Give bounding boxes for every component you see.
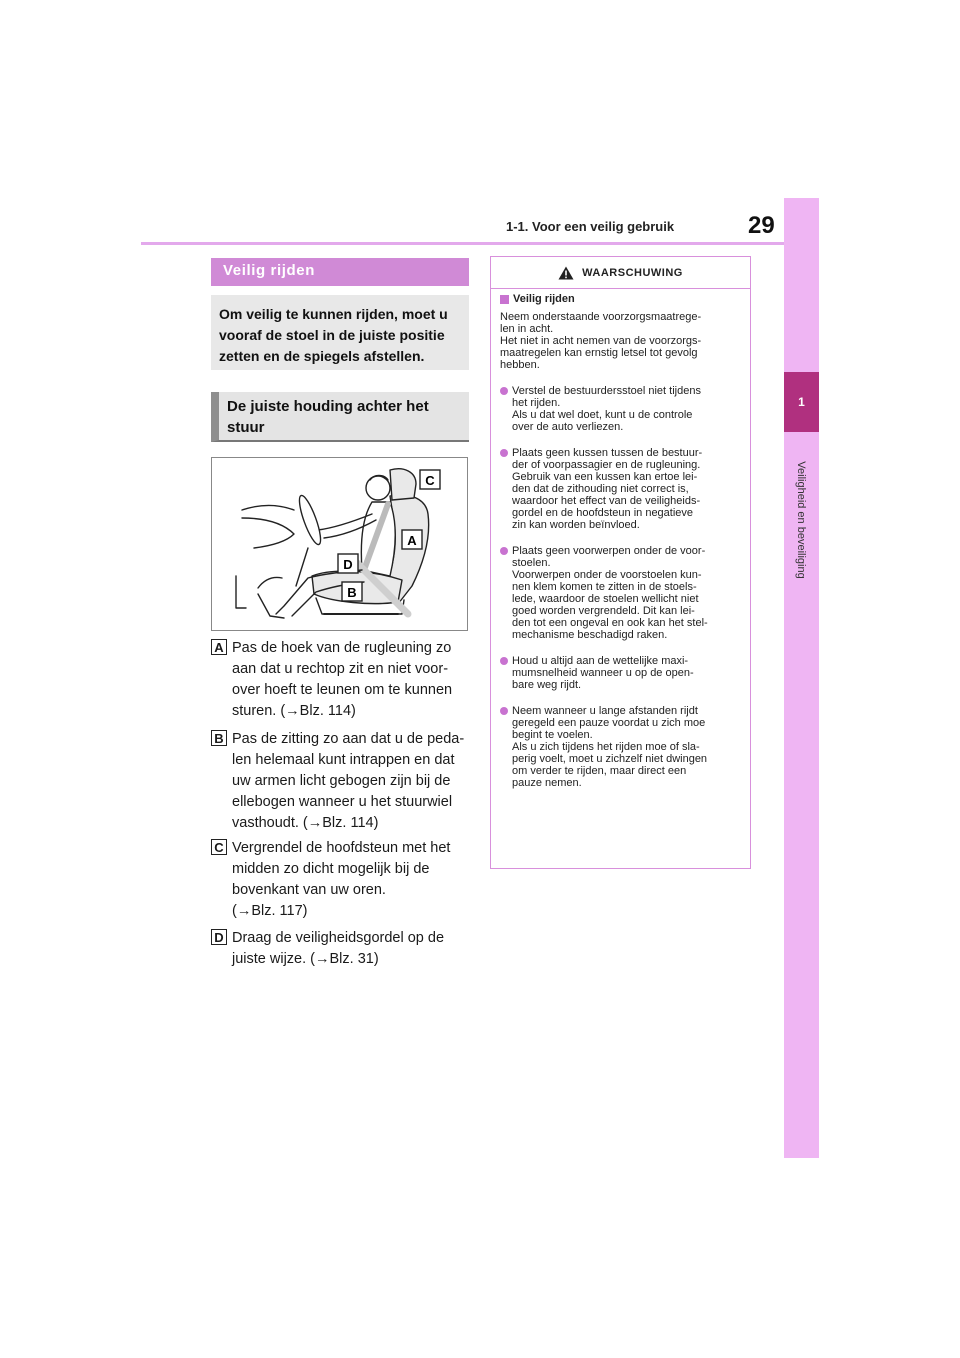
list-item-a — [211, 638, 471, 722]
item-letter: D — [211, 929, 227, 945]
warning-title: WAARSCHUWING — [582, 266, 683, 279]
intro-line: zetten en de spiegels afstellen. — [219, 348, 425, 364]
page-reference: (→Blz. 117) — [232, 903, 308, 919]
warning-bullet: Plaats geen kussen tussen de bestuur- der of voorpassagier en de rugleuning. Gebruik van een kussen kan ertoe lei- den dat de zithouding niet correct is, waardoor het effect van de veiligheids- gordel en de hoofdsteun in negatieve zin kan worden beïnvloed. — [500, 447, 742, 531]
warning-header — [491, 257, 750, 289]
warning-bullet: Houd u altijd aan de wettelijke maxi- mumsnelheid wanneer u op de open- bare weg rijdt. — [500, 655, 742, 691]
item-text: Draag de veiligheidsgordel op de juiste wijze. (→Blz. 31) — [232, 928, 471, 970]
driver-seat-drawing — [212, 458, 467, 630]
subsection-heading — [211, 392, 469, 442]
header-divider — [141, 242, 784, 245]
subheading-line: De juiste houding achter het — [227, 398, 429, 415]
page-reference: sturen. (→Blz. 114) — [232, 703, 356, 719]
item-letter: C — [211, 839, 227, 855]
callout-b: B — [347, 585, 357, 600]
item-text: Pas de zitting zo aan dat u de peda- len helemaal kunt intrappen en dat uw armen licht gebogen zijn bij de ellebogen wanneer u het stuurwiel vasthoudt. (→Blz. 114) — [232, 729, 471, 834]
page-reference: juiste wijze. (→Blz. 31) — [232, 951, 379, 967]
section-heading: Veilig rijden — [211, 258, 469, 286]
warning-bullet: Plaats geen voorwerpen onder de voor- stoelen. Voorwerpen onder de voorstoelen kun- nen klem komen te zitten in de stoels- lede, waardoor de stoelen wellicht niet goed worden vergrendeld. Dit kan lei- den tot een ongeval en ook kan het stel- mechanisme beschadigd raken. — [500, 545, 742, 641]
subheading-line: stuur — [227, 419, 265, 436]
callout-d: D — [343, 557, 353, 572]
steering-wheel — [295, 494, 324, 547]
bullet-dot-icon — [500, 449, 508, 457]
intro-line: Om veilig te kunnen rijden, moet u — [219, 306, 448, 322]
callout-c: C — [425, 473, 435, 488]
warning-triangle-icon — [558, 266, 574, 280]
intro-line: vooraf de stoel in de juiste positie — [219, 327, 445, 343]
warning-bullet: Verstel de bestuurdersstoel niet tijdens het rijden. Als u dat wel doet, kunt u de controle over de auto verliezen. — [500, 385, 742, 433]
item-text: Vergrendel de hoofdsteun met het midden zo dicht mogelijk bij de bovenkant van uw oren. (→Blz. 117) — [232, 838, 471, 922]
list-item-b — [211, 729, 471, 834]
headrest-outline — [390, 469, 416, 500]
warning-body — [491, 289, 750, 789]
chapter-title: 1-1. Voor een veilig gebruik — [506, 219, 675, 234]
list-item-c — [211, 838, 471, 922]
chapter-side-label: Veiligheid en beveiliging — [795, 461, 807, 579]
bullet-dot-icon — [500, 387, 508, 395]
page-number: 29 — [748, 212, 775, 239]
item-letter: A — [211, 639, 227, 655]
warning-intro: Neem onderstaande voorzorgsmaatrege- len in acht. Het niet in acht nemen van de voorzorgs- maatregelen kan ernstig letsel tot gevolg hebben. — [500, 311, 702, 371]
item-text: Pas de hoek van de rugleuning zo aan dat u rechtop zit en niet voor- over hoeft te leunen om te kunnen sturen. (→Blz. 114) — [232, 638, 471, 722]
chapter-number-tab[interactable]: 1 — [784, 372, 819, 432]
bullet-dot-icon — [500, 707, 508, 715]
driving-posture-illustration — [211, 457, 468, 631]
bullet-dot-icon — [500, 547, 508, 555]
page-reference: vasthoudt. (→Blz. 114) — [232, 815, 379, 831]
warning-bullet: Neem wanneer u lange afstanden rijdt geregeld een pauze voordat u zich moe begint te voelen. Als u zich tijdens het rijden moe of sla- perig voelt, moet u zichzelf niet dwingen om verder te rijden, maar direct een pauze nemen. — [500, 705, 742, 789]
intro-box — [211, 295, 469, 370]
item-letter: B — [211, 730, 227, 746]
list-item-d — [211, 928, 471, 970]
warning-subheading: Veilig rijden — [500, 293, 742, 305]
square-bullet-icon — [500, 295, 509, 304]
chapter-side-tab — [784, 198, 819, 1158]
bullet-dot-icon — [500, 657, 508, 665]
warning-box — [490, 256, 751, 869]
callout-a: A — [407, 533, 417, 548]
